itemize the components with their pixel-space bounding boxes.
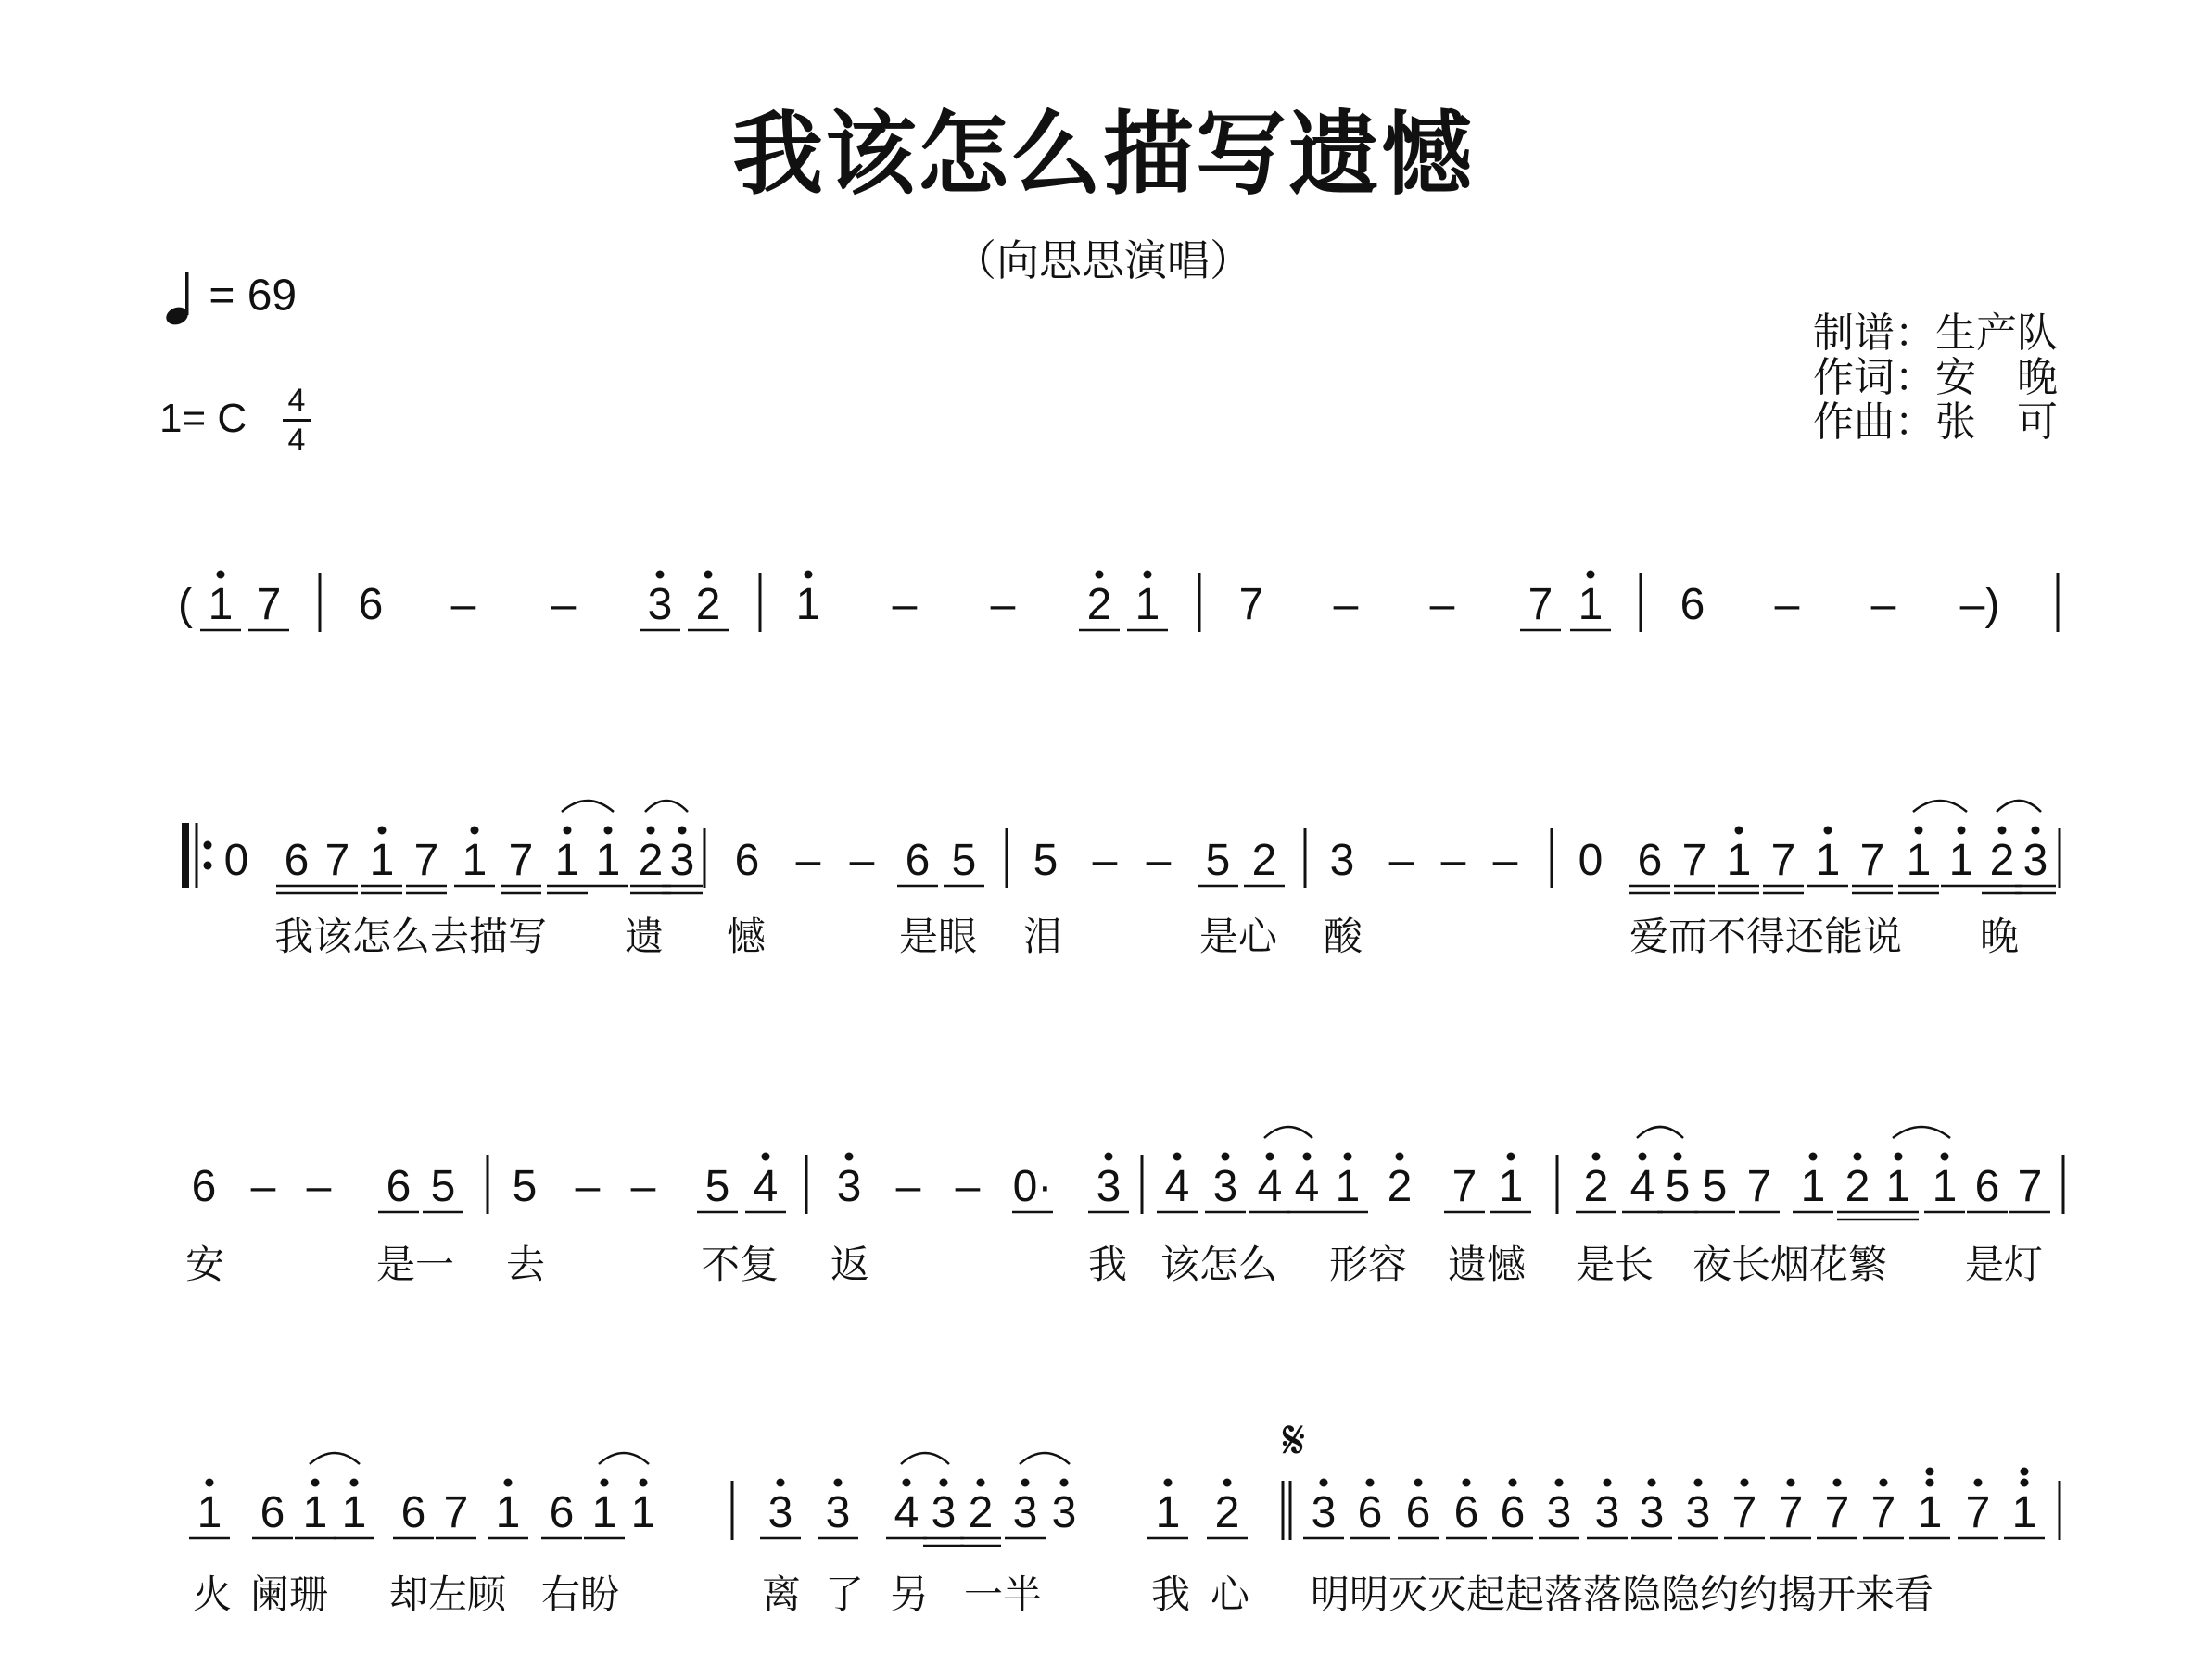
note: 0· <box>1012 1162 1053 1211</box>
octave-dot <box>2021 1479 2029 1487</box>
octave-dot <box>977 1479 985 1487</box>
tie <box>901 1453 949 1464</box>
tie <box>1264 1127 1312 1138</box>
note: 7 <box>1681 836 1707 885</box>
lyric: 该怎么 <box>1160 1242 1278 1287</box>
note: – <box>849 836 875 885</box>
lyric: 离 <box>762 1572 802 1617</box>
octave-dot <box>1222 1153 1230 1161</box>
lyric: 夜长烟花繁 <box>1693 1242 1888 1287</box>
note: – <box>1774 580 1800 629</box>
note: 3 <box>1212 1162 1238 1211</box>
note: 1 <box>554 836 580 885</box>
note: – <box>1146 836 1172 885</box>
note: 3 <box>1594 1488 1620 1537</box>
note: – <box>1333 580 1359 629</box>
song-subtitle: （向思思演唱） <box>954 235 1252 285</box>
note: 3 <box>1685 1488 1711 1537</box>
octave-dot <box>1895 1153 1903 1161</box>
note: – <box>450 580 476 629</box>
note: 5 <box>1033 836 1059 885</box>
note: – <box>575 1162 601 1211</box>
note: – <box>892 580 918 629</box>
note: 7 <box>1870 1488 1896 1537</box>
octave-dot <box>1974 1479 1983 1487</box>
octave-dot <box>1509 1479 1517 1487</box>
note: 7 <box>1731 1488 1757 1537</box>
lyric: 是一 <box>376 1242 455 1287</box>
tie <box>562 801 614 812</box>
note: – <box>1092 836 1118 885</box>
note: 2 <box>1086 580 1112 629</box>
octave-dot <box>640 1479 648 1487</box>
octave-dot <box>1266 1153 1274 1161</box>
note: 2 <box>695 580 721 629</box>
note: – <box>795 836 821 885</box>
octave-dot <box>1144 571 1152 579</box>
note: 1 <box>1917 1488 1943 1537</box>
tie <box>1893 1127 1950 1138</box>
credit-lyricist: 作词：安 晚 <box>1813 354 2058 401</box>
note: 1 <box>1815 836 1841 885</box>
octave-dot <box>1344 1153 1352 1161</box>
octave-dot <box>777 1479 785 1487</box>
note: 1 <box>302 1488 328 1537</box>
song-title: 我该怎么描写遗憾 <box>731 102 1474 208</box>
octave-dot <box>940 1479 948 1487</box>
octave-dot <box>1587 571 1595 579</box>
note: 7 <box>1824 1488 1850 1537</box>
octave-dot <box>1998 827 2007 835</box>
note: 4 <box>1164 1162 1190 1211</box>
lyric: 泪 <box>1023 914 1063 959</box>
note: 3 <box>647 580 673 629</box>
octave-dot <box>1741 1479 1749 1487</box>
lyric: 晚 <box>1980 914 2020 959</box>
note: 3 <box>669 836 695 885</box>
note: – <box>1388 836 1414 885</box>
note: 2 <box>1845 1162 1870 1211</box>
octave-dot <box>1396 1153 1404 1161</box>
lyric: 却左顾 <box>389 1572 507 1617</box>
lyric: 去 <box>506 1242 546 1287</box>
note: 1 <box>1726 836 1752 885</box>
note: 6 <box>905 836 931 885</box>
octave-dot <box>1021 1479 1030 1487</box>
lyric: 形容 <box>1329 1242 1408 1287</box>
octave-dot <box>1555 1479 1564 1487</box>
lyric: 返 <box>830 1242 870 1287</box>
octave-dot <box>2021 1468 2029 1476</box>
octave-dot <box>1507 1153 1515 1161</box>
note: – <box>630 1162 656 1211</box>
octave-dot <box>1604 1479 1612 1487</box>
note: 3 <box>1096 1162 1122 1211</box>
octave-dot <box>1639 1153 1647 1161</box>
note: – <box>1492 836 1518 885</box>
note: 5 <box>1702 1162 1728 1211</box>
segno-icon: 𝄋 <box>1282 1408 1306 1472</box>
note: 2 <box>968 1488 994 1537</box>
note: 7 <box>1528 580 1553 629</box>
note: 7 <box>1746 1162 1772 1211</box>
octave-dot <box>1320 1479 1328 1487</box>
lyric: 火 <box>193 1572 233 1617</box>
octave-dot <box>656 571 665 579</box>
octave-dot <box>564 827 572 835</box>
note: 1 <box>2011 1488 2037 1537</box>
note: 0 <box>223 836 249 885</box>
lyric: 右盼 <box>541 1572 620 1617</box>
lyric: 不复 <box>701 1242 780 1287</box>
octave-dot <box>1648 1479 1656 1487</box>
octave-dot <box>1105 1153 1113 1161</box>
lyric: 心 <box>1211 1572 1250 1617</box>
note: – <box>895 1162 921 1211</box>
octave-dot <box>1880 1479 1888 1487</box>
lyric: 是眼 <box>899 914 978 959</box>
octave-dot <box>311 1479 320 1487</box>
note: 5 <box>512 1162 538 1211</box>
repeat-dot <box>204 841 212 850</box>
note: 3 <box>825 1488 851 1537</box>
note: – <box>1870 580 1896 629</box>
lyric: 我 <box>1088 1242 1128 1287</box>
note: 7 <box>1965 1488 1991 1537</box>
octave-dot <box>1958 827 1966 835</box>
note: 5 <box>704 1162 730 1211</box>
octave-dot <box>1926 1468 1934 1476</box>
octave-dot <box>378 827 387 835</box>
octave-dot <box>2032 827 2040 835</box>
note: 1 <box>1155 1488 1181 1537</box>
tie <box>1020 1453 1070 1464</box>
tie <box>645 801 688 812</box>
octave-dot <box>805 571 813 579</box>
octave-dot <box>1787 1479 1795 1487</box>
octave-dot <box>903 1479 911 1487</box>
octave-dot <box>1173 1153 1182 1161</box>
note: 3 <box>1639 1488 1665 1537</box>
note: 7 <box>2017 1162 2043 1211</box>
note: 5 <box>1205 836 1231 885</box>
tempo-value: = 69 <box>209 271 298 321</box>
note: 6 <box>191 1162 217 1211</box>
note: 7 <box>443 1488 469 1537</box>
note: 6 <box>284 836 310 885</box>
lyric: 另 <box>890 1572 930 1617</box>
note: 6 <box>1680 580 1705 629</box>
octave-dot <box>1060 1479 1069 1487</box>
note: 6 <box>260 1488 285 1537</box>
note: 7 <box>1238 580 1264 629</box>
note: 1 <box>630 1488 656 1537</box>
note: 4 <box>1257 1162 1283 1211</box>
octave-dot <box>601 1479 609 1487</box>
note: 1 <box>369 836 395 885</box>
octave-dot <box>1694 1479 1703 1487</box>
note: – <box>1429 580 1455 629</box>
octave-dot <box>678 827 687 835</box>
meter-bottom: 4 <box>287 423 306 458</box>
lyric: 我该怎么去描写 <box>274 914 548 959</box>
note: 7 <box>413 836 439 885</box>
octave-dot <box>1303 1153 1312 1161</box>
note: 2 <box>1251 836 1277 885</box>
lyric: 了 <box>825 1572 865 1617</box>
octave-dot <box>504 1479 513 1487</box>
lyric: 爱而不得还能说 <box>1629 914 1903 959</box>
octave-dot <box>350 1479 359 1487</box>
note: 1 <box>341 1488 367 1537</box>
lyric: 是灯 <box>1965 1242 2044 1287</box>
note: 5 <box>430 1162 456 1211</box>
note: – <box>955 1162 981 1211</box>
note: 7 <box>1859 836 1885 885</box>
note: 3 <box>1329 836 1355 885</box>
octave-dot <box>471 827 479 835</box>
octave-dot <box>1592 1153 1601 1161</box>
note: 7 <box>1778 1488 1804 1537</box>
octave-dot <box>845 1153 854 1161</box>
note: 1 <box>795 580 821 629</box>
note: 5 <box>951 836 977 885</box>
octave-dot <box>217 571 225 579</box>
note: 3 <box>836 1162 862 1211</box>
note: 6 <box>549 1488 575 1537</box>
octave-dot <box>1824 827 1832 835</box>
note: – <box>250 1162 276 1211</box>
note: – <box>990 580 1016 629</box>
note: – <box>1440 836 1466 885</box>
note: 3 <box>767 1488 793 1537</box>
octave-dot <box>604 827 613 835</box>
key-signature: 1= C <box>159 396 247 441</box>
tie <box>310 1453 360 1464</box>
tie <box>1997 801 2041 812</box>
lyric: 是长 <box>1576 1242 1654 1287</box>
note: 3 <box>1546 1488 1572 1537</box>
meter-top: 4 <box>287 383 306 418</box>
octave-dot <box>1414 1479 1423 1487</box>
octave-dot <box>1915 827 1923 835</box>
note: 1 <box>1335 1162 1361 1211</box>
note: 1 <box>1932 1162 1958 1211</box>
note: 1 <box>197 1488 222 1537</box>
note: 4 <box>1629 1162 1655 1211</box>
repeat-dot <box>204 862 212 870</box>
note: 6 <box>1637 836 1663 885</box>
note: 6 <box>400 1488 426 1537</box>
note: 3 <box>1012 1488 1038 1537</box>
note: 6 <box>1357 1488 1383 1537</box>
octave-dot <box>834 1479 843 1487</box>
note: 4 <box>894 1488 919 1537</box>
note: 2 <box>638 836 664 885</box>
lyric: 遗憾 <box>1448 1242 1527 1287</box>
octave-dot <box>762 1153 770 1161</box>
credit-arranger: 制谱：生产队 <box>1813 309 2058 357</box>
note: 3 <box>931 1488 957 1537</box>
octave-dot <box>1926 1479 1934 1487</box>
note: 3 <box>1311 1488 1337 1537</box>
note: 3 <box>1051 1488 1077 1537</box>
note: 1 <box>595 836 621 885</box>
lyric: 阑珊 <box>250 1572 329 1617</box>
credit-composer: 作曲：张 可 <box>1813 398 2058 446</box>
note: 1 <box>462 836 488 885</box>
note: 2 <box>1989 836 2015 885</box>
note: 6 <box>1500 1488 1526 1537</box>
lyric: 遗 <box>625 914 665 959</box>
octave-dot <box>704 571 713 579</box>
note: 4 <box>1294 1162 1320 1211</box>
octave-dot <box>1941 1153 1949 1161</box>
note: 7 <box>324 836 350 885</box>
note: 6 <box>734 836 760 885</box>
note: 1 <box>1948 836 1974 885</box>
note: 2 <box>1583 1162 1609 1211</box>
note: 4 <box>753 1162 779 1211</box>
octave-dot <box>206 1479 214 1487</box>
note: 1 <box>495 1488 521 1537</box>
note: 7 <box>1770 836 1796 885</box>
tie <box>1637 1127 1683 1138</box>
note: – <box>551 580 577 629</box>
note: 6 <box>386 1162 412 1211</box>
octave-dot <box>1366 1479 1375 1487</box>
lyric: 是心 <box>1199 914 1278 959</box>
octave-dot <box>1674 1153 1682 1161</box>
note: 1 <box>1498 1162 1524 1211</box>
lyric: 一半 <box>964 1572 1043 1617</box>
octave-dot <box>1809 1153 1818 1161</box>
note: –) <box>1959 580 2000 629</box>
octave-dot <box>647 827 655 835</box>
note: 1 <box>1578 580 1604 629</box>
octave-dot <box>1735 827 1743 835</box>
note: 5 <box>1665 1162 1691 1211</box>
note: 7 <box>256 580 282 629</box>
note: 1 <box>1885 1162 1911 1211</box>
tie <box>599 1453 649 1464</box>
note: 7 <box>1452 1162 1477 1211</box>
tie <box>1913 801 1967 812</box>
note: 1 <box>208 580 234 629</box>
note: – <box>306 1162 332 1211</box>
octave-dot <box>1096 571 1104 579</box>
lyric: 我 <box>1151 1572 1191 1617</box>
octave-dot <box>1463 1479 1471 1487</box>
octave-dot <box>1164 1479 1173 1487</box>
note: 7 <box>508 836 534 885</box>
repeat-start-bar <box>182 823 189 888</box>
note: 3 <box>2022 836 2048 885</box>
octave-dot <box>1833 1479 1842 1487</box>
lyric: 明明灭灭起起落落隐隐约约揭开来看 <box>1311 1572 1934 1617</box>
lyric: 酸 <box>1324 914 1363 959</box>
octave-dot <box>1854 1153 1862 1161</box>
note: 6 <box>1974 1162 2000 1211</box>
note: 0 <box>1578 836 1604 885</box>
note: 2 <box>1214 1488 1240 1537</box>
note: 6 <box>358 580 384 629</box>
note: ( <box>178 580 193 629</box>
octave-dot <box>1223 1479 1232 1487</box>
note: 1 <box>1800 1162 1826 1211</box>
lyric: 安 <box>185 1242 225 1287</box>
lyric: 憾 <box>727 914 767 959</box>
note: 1 <box>1135 580 1160 629</box>
note: 2 <box>1387 1162 1413 1211</box>
note: 6 <box>1405 1488 1431 1537</box>
note: 6 <box>1453 1488 1479 1537</box>
note: 1 <box>1906 836 1932 885</box>
note: 1 <box>591 1488 617 1537</box>
